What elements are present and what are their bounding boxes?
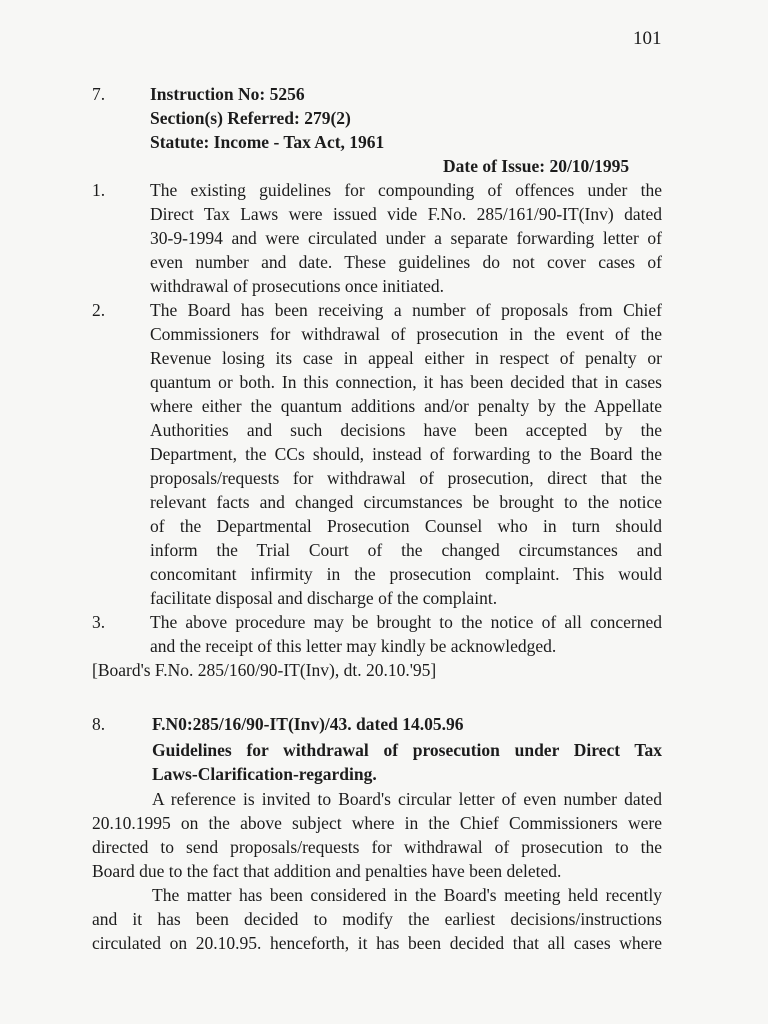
file-number-heading: F.N0:285/16/90-IT(Inv)/43. dated 14.05.96 [152,714,464,734]
item-8-paragraph-2-line: The matter has been considered in the Board's meeting held recently [152,885,662,905]
statute: Statute: Income - Tax Act, 1961 [150,132,385,152]
board-reference: [Board's F.No. 285/160/90-IT(Inv), dt. 20.10.'95] [92,660,437,680]
paragraph-2-line: Department, the CCs should, instead of forwarding to the Board the [150,444,662,464]
paragraph-1-line: The existing guidelines for compounding of offences under the [150,180,662,200]
item-8-paragraph-1-line: Board due to the fact that addition and penalties have been deleted. [92,861,562,881]
paragraph-3-number: 3. [92,612,106,632]
paragraph-2-line: relevant facts and changed circumstances be brought to the notice [150,492,662,512]
subject-line: Laws-Clarification-regarding. [152,764,377,784]
item-8-paragraph-1-line: A reference is invited to Board's circular letter of even number dated [152,789,662,809]
item-8-paragraph-1-line: directed to send proposals/requests for withdrawal of prosecution to the [92,837,662,857]
paragraph-1-line: even number and date. These guidelines do not cover cases of [150,252,662,272]
paragraph-2-line: of the Departmental Prosecution Counsel who in turn should [150,516,662,536]
item-8-paragraph-2-line: circulated on 20.10.95. henceforth, it has been decided that all cases where [92,933,662,953]
instruction-number: Instruction No: 5256 [150,84,305,104]
paragraph-2-line: Revenue losing its case in appeal either in respect of penalty or [150,348,662,368]
paragraph-1-line: withdrawal of prosecutions once initiated. [150,276,445,296]
subject-line: Guidelines for withdrawal of prosecution under Direct Tax [152,740,662,760]
page-number: 101 [633,28,662,49]
paragraph-2-line: inform the Trial Court of the changed circumstances and [150,540,662,560]
item-7-number: 7. [92,84,106,104]
paragraph-3-line: The above procedure may be brought to the notice of all concerned [150,612,662,632]
paragraph-2-line: The Board has been receiving a number of proposals from Chief [150,300,662,320]
paragraph-2-line: proposals/requests for withdrawal of prosecution, direct that the [150,468,662,488]
item-8-number: 8. [92,714,106,734]
paragraph-2-line: facilitate disposal and discharge of the complaint. [150,588,498,608]
paragraph-1-line: Direct Tax Laws were issued vide F.No. 285/161/90-IT(Inv) dated [150,204,662,224]
paragraph-1-line: 30-9-1994 and were circulated under a separate forwarding letter of [150,228,662,248]
paragraph-2-line: Authorities and such decisions have been accepted by the [150,420,662,440]
paragraph-2-line: Commissioners for withdrawal of prosecution in the event of the [150,324,662,344]
paragraph-2-line: where either the quantum additions and/or penalty by the Appellate [150,396,662,416]
paragraph-2-line: concomitant infirmity in the prosecution complaint. This would [150,564,662,584]
date-of-issue: Date of Issue: 20/10/1995 [443,156,630,176]
item-8-paragraph-2-line: and it has been decided to modify the earliest decisions/instructions [92,909,662,929]
paragraph-1-number: 1. [92,180,106,200]
paragraph-3-line: and the receipt of this letter may kindly be acknowledged. [150,636,557,656]
paragraph-2-number: 2. [92,300,106,320]
paragraph-2-line: quantum or both. In this connection, it has been decided that in cases [150,372,662,392]
sections-referred: Section(s) Referred: 279(2) [150,108,351,128]
item-8-paragraph-1-line: 20.10.1995 on the above subject where in the Chief Commissioners were [92,813,662,833]
